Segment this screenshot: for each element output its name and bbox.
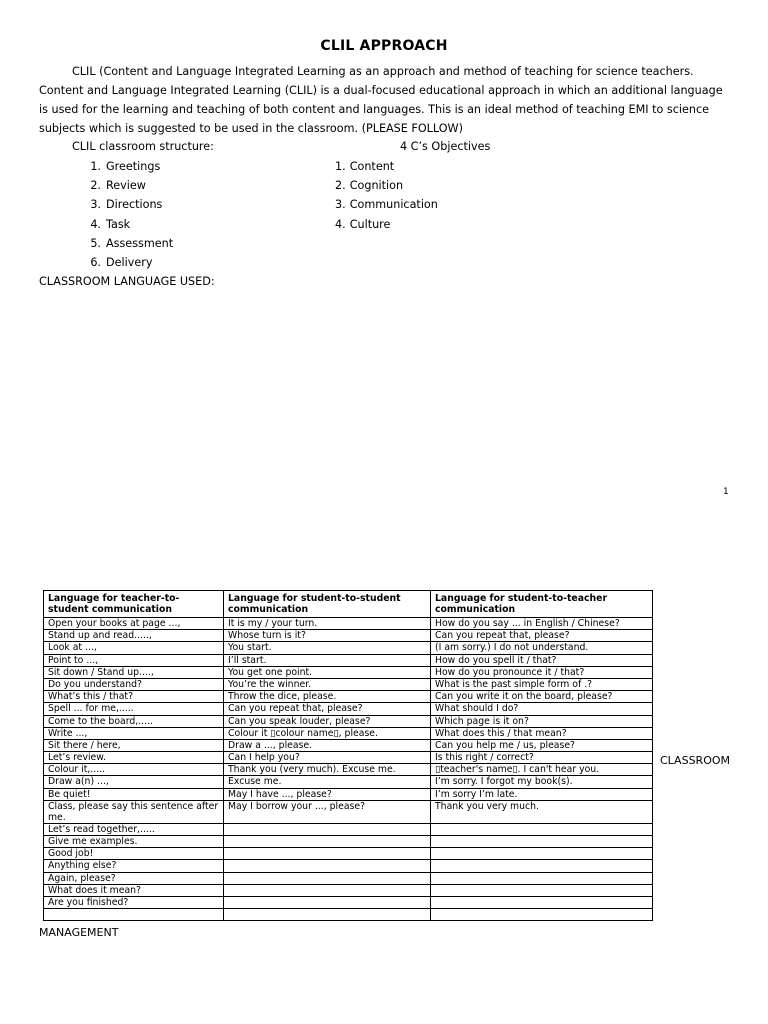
table-cell: Colour it ▯colour name▯, please.	[224, 727, 431, 739]
structure-list	[83, 157, 173, 272]
table-cell	[431, 909, 653, 921]
table-row	[44, 678, 653, 690]
table-cell: You start.	[224, 642, 431, 654]
table-cell: Let’s read together,.....	[44, 823, 224, 835]
intro-paragraph	[39, 62, 731, 138]
structure-heading: CLIL classroom structure:	[72, 140, 214, 153]
list-item: 5. Assessment	[90, 236, 174, 250]
table-row	[44, 703, 653, 715]
table-cell	[224, 848, 431, 860]
table-cell: Can you repeat that, please?	[224, 703, 431, 715]
table-row	[44, 836, 653, 848]
table-cell: Look at ...,	[44, 642, 224, 654]
table-cell: What does this / that mean?	[431, 727, 653, 739]
table-row	[44, 896, 653, 908]
list-item: 2. Review	[90, 179, 146, 193]
table-cell: Throw the dice, please.	[224, 691, 431, 703]
table-cell: Are you finished?	[44, 896, 224, 908]
intro-text: CLIL (Content and Language Integrated Learning as an approach and method of teaching for science teachers. Content and Language Integrated Learning (CLIL) is a dual-focused educational approach in which an additional language is used for the learning and teaching of both content and languages. This is an ideal method of teaching EMI to science subjects which is suggested to be used in the classroom. (PLEASE FOLLOW)	[39, 65, 723, 135]
list-item: 3. Communication	[335, 198, 438, 212]
table-cell: Come to the board,.....	[44, 715, 224, 727]
table-cell: What’s this / that?	[44, 691, 224, 703]
table-body	[44, 618, 653, 921]
objectives-heading: 4 C’s Objectives	[400, 140, 491, 153]
table-cell: Can you repeat that, please?	[431, 630, 653, 642]
table-cell: Anything else?	[44, 860, 224, 872]
table-header-row	[44, 591, 653, 618]
table-row	[44, 764, 653, 776]
table-cell: Open your books at page ...,	[44, 618, 224, 630]
language-table	[43, 590, 653, 921]
classroom-language-label: CLASSROOM LANGUAGE USED:	[39, 275, 215, 288]
table-cell: Let’s review.	[44, 752, 224, 764]
table-row	[44, 752, 653, 764]
table-cell: May I have ..., please?	[224, 788, 431, 800]
table-cell: ▯teacher's name▯. I can't hear you.	[431, 764, 653, 776]
table-row	[44, 872, 653, 884]
table-row	[44, 630, 653, 642]
table-cell: (I am sorry.) I do not understand.	[431, 642, 653, 654]
table-cell: Draw a ..., please.	[224, 739, 431, 751]
table-cell	[224, 823, 431, 835]
table-cell: Point to ...,	[44, 654, 224, 666]
table-cell	[431, 836, 653, 848]
table-cell: May I borrow your ..., please?	[224, 800, 431, 823]
column-header: Language for teacher-to-student communication	[44, 591, 224, 618]
table-cell: I’m sorry. I forgot my book(s).	[431, 776, 653, 788]
table-cell: Can I help you?	[224, 752, 431, 764]
table-cell	[224, 896, 431, 908]
table-cell	[431, 823, 653, 835]
table-cell: Can you help me / us, please?	[431, 739, 653, 751]
list-item: 6. Delivery	[90, 255, 153, 269]
table-cell: Class, please say this sentence after me.	[44, 800, 224, 823]
table-cell	[224, 884, 431, 896]
table-cell: I’ll start.	[224, 654, 431, 666]
table-cell: Which page is it on?	[431, 715, 653, 727]
table-cell: How do you pronounce it / that?	[431, 666, 653, 678]
table-cell: Write ...,	[44, 727, 224, 739]
table-row	[44, 654, 653, 666]
table-cell: You get one point.	[224, 666, 431, 678]
table-cell: Thank you (very much). Excuse me.	[224, 764, 431, 776]
table-row	[44, 739, 653, 751]
table-cell: Can you write it on the board, please?	[431, 691, 653, 703]
table-cell: You’re the winner.	[224, 678, 431, 690]
list-item: 4. Culture	[335, 217, 391, 231]
column-header: Language for student-to-teacher communication	[431, 591, 653, 618]
table-cell	[431, 860, 653, 872]
table-row	[44, 800, 653, 823]
table-cell: Stand up and read.....,	[44, 630, 224, 642]
list-item: 1. Content	[335, 160, 395, 173]
table-cell	[431, 896, 653, 908]
table-cell: Give me examples.	[44, 836, 224, 848]
table-cell: It is my / your turn.	[224, 618, 431, 630]
table-cell: Draw a(n) ...,	[44, 776, 224, 788]
table-cell: Excuse me.	[224, 776, 431, 788]
table-cell: Colour it,.....	[44, 764, 224, 776]
table-cell: I’m sorry I’m late.	[431, 788, 653, 800]
table-cell	[224, 872, 431, 884]
table-row	[44, 727, 653, 739]
table-cell: How do you say ... in English / Chinese?	[431, 618, 653, 630]
list-item: 1. Greetings	[90, 160, 161, 173]
table-row	[44, 860, 653, 872]
table-cell: Good job!	[44, 848, 224, 860]
table-row	[44, 715, 653, 727]
table-cell: Again, please?	[44, 872, 224, 884]
table-cell	[431, 884, 653, 896]
table-cell: Sit there / here,	[44, 739, 224, 751]
page-number: 1	[723, 487, 729, 497]
table-cell: Whose turn is it?	[224, 630, 431, 642]
table-cell: How do you spell it / that?	[431, 654, 653, 666]
table-cell: Thank you very much.	[431, 800, 653, 823]
objectives-list	[335, 157, 438, 234]
page-title: CLIL APPROACH	[320, 38, 448, 54]
table-row	[44, 642, 653, 654]
list-item: 4. Task	[90, 217, 131, 231]
table-row	[44, 848, 653, 860]
table-cell: Is this right / correct?	[431, 752, 653, 764]
table-cell	[44, 909, 224, 921]
table-row	[44, 691, 653, 703]
table-cell: Spell ... for me,.....	[44, 703, 224, 715]
management-side-label: MANAGEMENT	[39, 926, 119, 939]
table-cell: What does it mean?	[44, 884, 224, 896]
table-cell: Do you understand?	[44, 678, 224, 690]
table-row	[44, 884, 653, 896]
table-cell: Can you speak louder, please?	[224, 715, 431, 727]
table-row	[44, 618, 653, 630]
table-cell	[431, 872, 653, 884]
table-cell	[224, 860, 431, 872]
classroom-side-label: CLASSROOM	[660, 754, 731, 767]
table-row	[44, 776, 653, 788]
table-cell: What should I do?	[431, 703, 653, 715]
list-item: 3. Directions	[90, 198, 163, 212]
table-cell	[224, 836, 431, 848]
list-item: 2. Cognition	[335, 179, 404, 193]
column-header: Language for student-to-student communication	[224, 591, 431, 618]
table-cell: Sit down / Stand up....,	[44, 666, 224, 678]
table-cell: What is the past simple form of .?	[431, 678, 653, 690]
table-cell	[431, 848, 653, 860]
table-row	[44, 909, 653, 921]
table-cell	[224, 909, 431, 921]
table-row	[44, 666, 653, 678]
table-row	[44, 823, 653, 835]
table-row	[44, 788, 653, 800]
table-cell: Be quiet!	[44, 788, 224, 800]
